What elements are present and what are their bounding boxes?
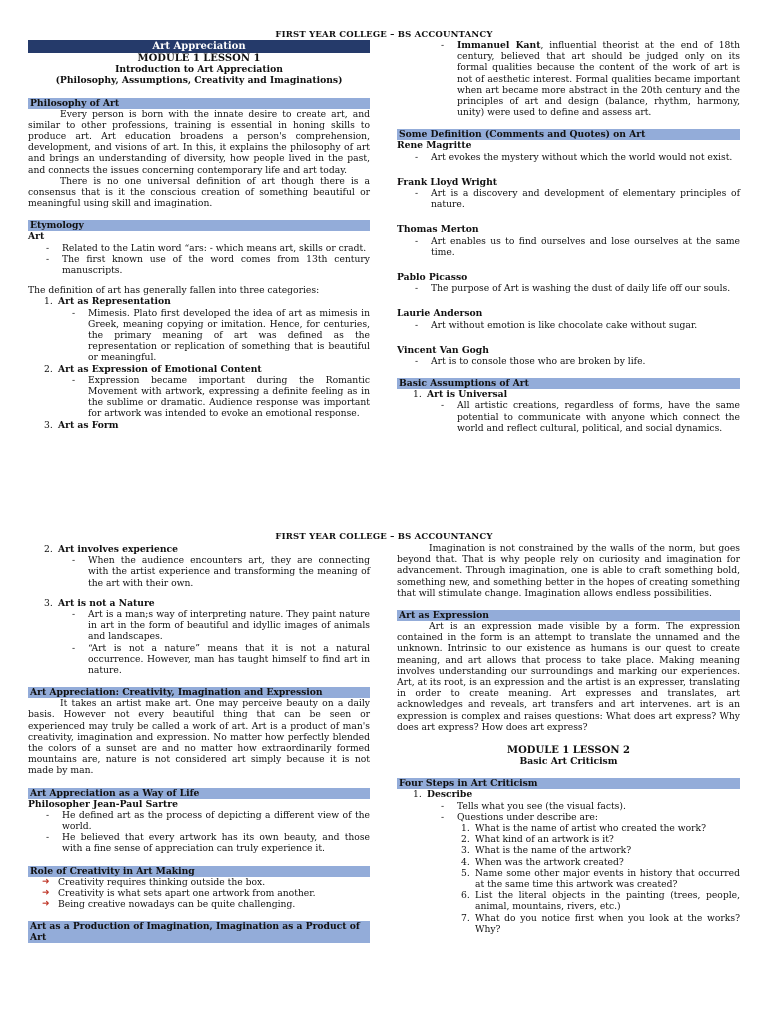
list-item: - Expression became important during the Romantic Movement with artwork, expressing a definite feeling as in the sublime or dramatic. Audience response was important for artwork was intended to evoke an emotional response. xyxy=(88,375,370,420)
paragraph: There is no one universal definition of art though there is a consensus that is it the conscious creation of something beautiful or meaningful using skill and imagination. xyxy=(28,175,370,210)
paragraph: Art is an expression made visible by a form. The expression contained in the form is an attempt to translate the unnamed and the unknown. Intrinsic to our existence as humans is our quest to create meaning, and art allows that process to take place. Making meaning involves understanding our surroundings and marking our experiences. Art, at its root, is an expression and the artist is an expresser, translating in order to create meaning. Art expresses and translates, art acknowledges and reveals, art transfers and art intervenes. art is an expression is complex and raises questions: What does art express? Why does art express? How does art express? xyxy=(397,621,740,733)
section-heading: Art as Expression xyxy=(397,610,740,621)
quote: - Art is to console those who are broken by life. xyxy=(431,356,740,367)
section-heading: Role of Creativity in Art Making xyxy=(28,866,370,877)
bullet-list xyxy=(397,283,740,294)
quote: - Art enables us to find ourselves and lose ourselves at the same time. xyxy=(431,236,740,258)
arrow-bullet-icon: ➜ xyxy=(42,876,50,887)
numbered-list xyxy=(28,296,370,430)
lesson-title: Basic Art Criticism xyxy=(519,756,618,768)
term: Art xyxy=(28,231,45,243)
list-item: - Questions under describe are: xyxy=(457,812,740,823)
author-name: Frank Lloyd Wright xyxy=(397,176,498,188)
list-item: - Art is a man;s way of interpreting nature. They paint nature in art in the form of beautiful and idyllic images of animals and landscapes. xyxy=(88,609,370,643)
list-item: 2. Art as Expression of Emotional Content - Expression became important during the Romantic Movement with artwork, expressing a definite feeling as in the sublime or dramatic. Audience response was important for artwork was intended to evoke an emotional response. xyxy=(58,364,370,420)
page2-left-column xyxy=(28,543,370,943)
section-heading: Basic Assumptions of Art xyxy=(397,378,740,389)
section-heading: Philosophy of Art xyxy=(28,98,370,109)
bullet-list xyxy=(397,152,740,163)
lesson-heading: MODULE 1 LESSON 1 xyxy=(137,53,261,64)
lesson-title: Introduction to Art Appreciation xyxy=(115,64,283,76)
list-item: - He defined art as the process of depicting a different view of the world. xyxy=(62,810,370,832)
list-item: 2. Art involves experience - When the audience encounters art, they are connecting with the artist experience and transforming the meaning of the art with their own. xyxy=(58,544,370,589)
list-item: 1. Art is Universal - All artistic creations, regardless of forms, have the same potential to communicate with anyone which connect the world and reflect cultural, political, and social dynamics. xyxy=(427,389,740,434)
list-item: 1. Art as Representation - Mimesis. Plato first developed the idea of art as mimesis in Greek, meaning copying or imitation. Hence, for centuries, the primary meaning of art was defined as the representation or replication of something that is beautiful or meaningful. xyxy=(58,296,370,363)
paragraph: Imagination is not constrained by the walls of the norm, but goes beyond that. That is why people rely on curiosity and imagination for advancement. Through imagination, one is able to craft something bold, something new, and something better in the hopes of creating something that will stimulate change. Imagination allows endless possibilities. xyxy=(397,543,740,599)
list-item: ➜ Creativity requires thinking outside the box. xyxy=(42,876,266,888)
numbered-list xyxy=(397,389,740,434)
quote: - Art evokes the mystery without which the world would not exist. xyxy=(431,152,740,163)
bullet-list xyxy=(397,40,740,118)
question-item: 1. What is the name of artist who created the work? xyxy=(461,823,706,835)
list-item: - When the audience encounters art, they are connecting with the artist experience and transforming the meaning of the art with their own. xyxy=(88,555,370,589)
question-item: 7. What do you notice first when you look at the works? Why? xyxy=(461,912,740,935)
page1-right-column xyxy=(397,40,740,434)
section-heading: Art as a Production of Imagination, Imagination as a Product of Art xyxy=(28,921,370,943)
list-item: 3. Art is not a Nature - Art is a man;s way of interpreting nature. They paint nature in art in the form of beautiful and idyllic images of animals and landscapes. - “Art is not a nature” means that it is not a natural occurrence. However, man has taught himself to find art in nature. xyxy=(58,598,370,676)
section-heading: Art Appreciation: Creativity, Imagination and Expression xyxy=(28,687,370,698)
paragraph: Every person is born with the innate desire to create art, and similar to other professions, training is essential in honing skills to produce art. Art education broadens a person's comprehension, development, and visions of art. In this, it explains the philosophy of art and brings an understanding of diversity, how people lived in the past, and connects the issues concerning contemporary life and art today. xyxy=(28,108,370,176)
bullet-list xyxy=(397,236,740,258)
author-name: Philosopher Jean-Paul Sartre xyxy=(28,798,178,810)
list-item: 1. Describe - Tells what you see (the visual facts). - Questions under describe are: xyxy=(427,789,740,823)
running-header: FIRST YEAR COLLEGE – BS ACCOUNTANCY xyxy=(275,30,493,40)
course-banner: Art Appreciation xyxy=(28,40,370,53)
question-list xyxy=(397,823,740,935)
question-item: 3. What is the name of the artwork? xyxy=(461,845,632,857)
bullet-list xyxy=(397,356,740,367)
page-1 xyxy=(0,0,768,500)
quote: - Art without emotion is like chocolate cake without sugar. xyxy=(431,320,740,331)
section-heading: Etymology xyxy=(28,220,370,231)
list-item: - Related to the Latin word “ars: - which means art, skills or cradt. xyxy=(62,243,370,254)
paragraph: The definition of art has generally fallen into three categories: xyxy=(28,285,320,297)
numbered-list xyxy=(397,789,740,823)
author-name: Vincent Van Gogh xyxy=(397,344,489,356)
list-item: ➜ Being creative nowadays can be quite challenging. xyxy=(42,899,296,911)
section-heading: Four Steps in Art Criticism xyxy=(397,778,740,789)
page1-left-column xyxy=(28,40,370,431)
quote: - Art is a discovery and development of elementary principles of nature. xyxy=(431,188,740,210)
arrow-bullet-list xyxy=(28,877,370,911)
numbered-list xyxy=(28,544,370,589)
list-item: - Tells what you see (the visual facts). xyxy=(457,801,740,812)
numbered-list xyxy=(28,598,370,676)
bullet-list xyxy=(28,243,370,277)
bullet-list xyxy=(28,810,370,855)
paragraph: It takes an artist make art. One may perceive beauty on a daily basis. However not every beautiful thing that can be seen or experienced may truly be called a work of art. Art is a product of man's creativity, imagination and expression. No matter how perfectly blended the colors of a sunset are and no matter how extraordinarily formed mountains are, nature is not considered art simply because it is not made by man. xyxy=(28,698,370,777)
question-item: 6. List the literal objects in the painting (trees, people, animal, mountains, rivers, etc.) xyxy=(461,890,740,913)
arrow-bullet-icon: ➜ xyxy=(42,899,50,910)
lesson-heading: MODULE 1 LESSON 2 xyxy=(507,745,630,757)
page-2 xyxy=(0,528,768,1028)
question-item: 4. When was the artwork created? xyxy=(461,856,624,868)
bullet-list xyxy=(397,320,740,331)
list-item: - He believed that every artwork has its own beauty, and those with a fine sense of appreciation can truly experience it. xyxy=(62,832,370,854)
section-heading: Some Definition (Comments and Quotes) on Art xyxy=(397,129,740,140)
list-item: - All artistic creations, regardless of forms, have the same potential to communicate with anyone which connect the world and reflect cultural, political, and social dynamics. xyxy=(457,400,740,434)
section-heading: Art Appreciation as a Way of Life xyxy=(28,788,370,799)
running-header: FIRST YEAR COLLEGE – BS ACCOUNTANCY xyxy=(275,532,493,542)
list-item: ➜ Creativity is what sets apart one artwork from another. xyxy=(42,887,316,899)
quote: - The purpose of Art is washing the dust of daily life off our souls. xyxy=(431,283,740,294)
arrow-bullet-icon: ➜ xyxy=(42,887,50,898)
list-item: 3. Art as Form xyxy=(44,419,119,431)
list-item: - Immanuel Kant, influential theorist at the end of 18th century, believed that art should be judged only on its formal qualities because the content of the work of art is not of aesthetic interest. Formal qualities became important when art became more abstract in the 20th century and the principles of art and design (balance, rhythm, harmony, unity) were used to define and assess art. xyxy=(457,40,740,118)
page2-right-column xyxy=(397,543,740,935)
list-item: - “Art is not a nature” means that it is not a natural occurrence. However, man has taught himself to find art in nature. xyxy=(88,643,370,677)
author-name: Pablo Picasso xyxy=(397,272,468,284)
question-item: 5. Name some other major events in history that occurred at the same time this artwork was created? xyxy=(461,867,740,891)
author-name: Rene Magritte xyxy=(397,140,472,152)
bullet-list xyxy=(397,188,740,210)
author-name: Thomas Merton xyxy=(397,224,479,236)
list-item: - Mimesis. Plato first developed the idea of art as mimesis in Greek, meaning copying or imitation. Hence, for centuries, the primary meaning of art was defined as the representation or replication of something that is beautiful or meaningful. xyxy=(88,308,370,364)
lesson-subtitle: (Philosophy, Assumptions, Creativity and Imaginations) xyxy=(55,75,343,87)
list-item: - The first known use of the word comes from 13th century manuscripts. xyxy=(62,254,370,276)
author-name: Laurie Anderson xyxy=(397,308,483,320)
question-item: 2. What kind of an artwork is it? xyxy=(461,834,614,846)
